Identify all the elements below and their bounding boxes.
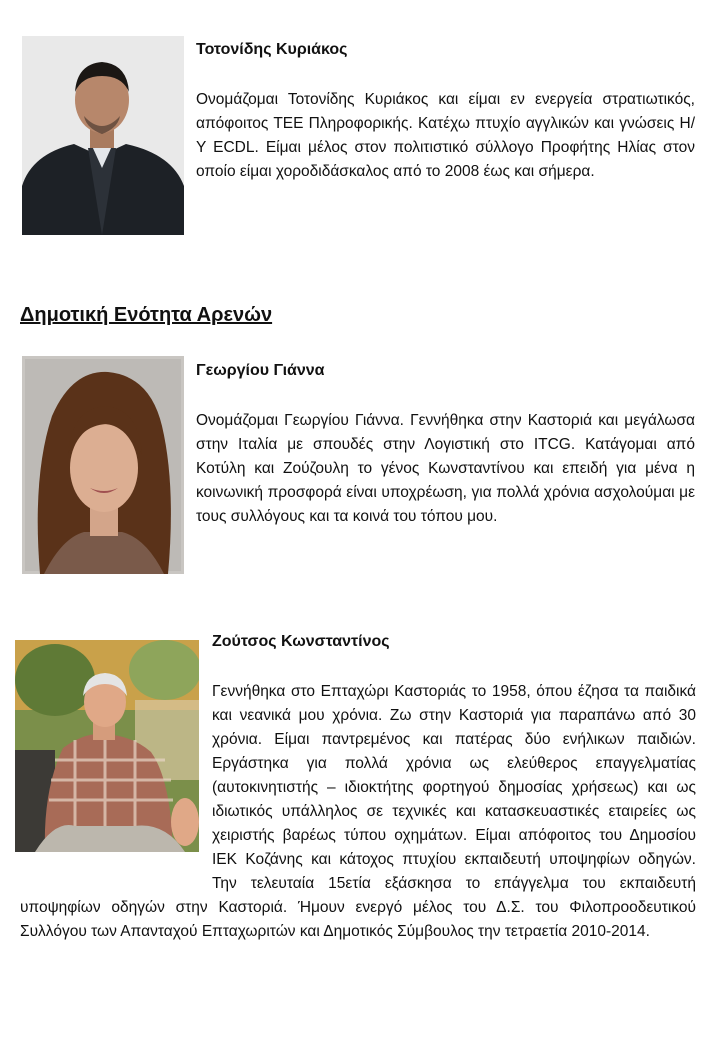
- profile-name: Ζούτσος Κωνσταντίνος: [212, 633, 390, 650]
- section-heading: Δημοτική Ενότητα Αρενών: [20, 304, 273, 326]
- profile-bio: Ονομάζομαι Γεωργίου Γιάννα. Γεννήθηκα στην Καστοριά και μεγάλωσα στην Ιταλία με σπουδές στην Λογιστική στο ITCG. Κατάγομαι από Κοτύλη και Ζούζουλη το γένος Κωνσταντίνου και επειδή για μένα η κοινωνική προσφορά είναι υποχρέωση, για πολλά χρόνια ασχολούμαι με τους συλλόγους και τα κοινά του τόπου μου.: [196, 412, 695, 525]
- portrait-photo-georgiou: [22, 356, 184, 574]
- profile-bio: Γεννήθηκα στο Επταχώρι Καστοριάς το 1958, όπου έζησα τα παιδικά και νεανικά μου χρόνια. Ζω στην Καστοριά για παραπάνω από 30 χρόνια. Είμαι παντρεμένος και πατέρας δύο ενήλικων παιδιών. Εργάστηκα για πολλά χρόνια ως ελεύθερος επαγγελματίας (αυτοκινητιστής – ιδιοκτήτης φορτηγού δημοσίας χρήσεως) και ως ιδιωτικός υπάλληλος σε τεχνικές και κατασκευαστικές εταιρείες ως χειριστής βαρέως τύπου οχημάτων. Είμαι απόφοιτος του Δημοσίου ΙΕΚ Κοζάνης και κάτοχος πτυχίου εκπαιδευτή υποψηφίων οδηγών. Την τελευταία 15ετία εξάσκησα το επάγγελμα του εκπαιδευτή υποψηφίων οδηγών στην Καστοριά. Ήμουν ενεργό μέλος του Δ.Σ. του Φιλοπροοδευτικού Συλλόγου των Απανταχού Επταχωριτών και Δημοτικός Σύμβουλος την τετραετία 2010-2014.: [20, 683, 696, 940]
- profile-name: Τοτονίδης Κυριάκος: [196, 41, 348, 58]
- photo-float-spacer: [20, 680, 212, 874]
- portrait-photo-totonidis: [22, 36, 184, 235]
- profile-name: Γεωργίου Γιάννα: [196, 362, 325, 379]
- profile-bio-container: [20, 680, 696, 944]
- profile-bio: Ονομάζομαι Τοτονίδης Κυριάκος και είμαι εν ενεργεία στρατιωτικός, απόφοιτος ΤΕΕ Πληροφορικής. Κατέχω πτυχίο αγγλικών και γνώσεις Η/Υ ECDL. Είμαι μέλος στον πολιτιστικό σύλλογο Προφήτης Ηλίας στον οποίο είμαι χοροδιδάσκαλος από το 2008 έως και σήμερα.: [196, 91, 695, 180]
